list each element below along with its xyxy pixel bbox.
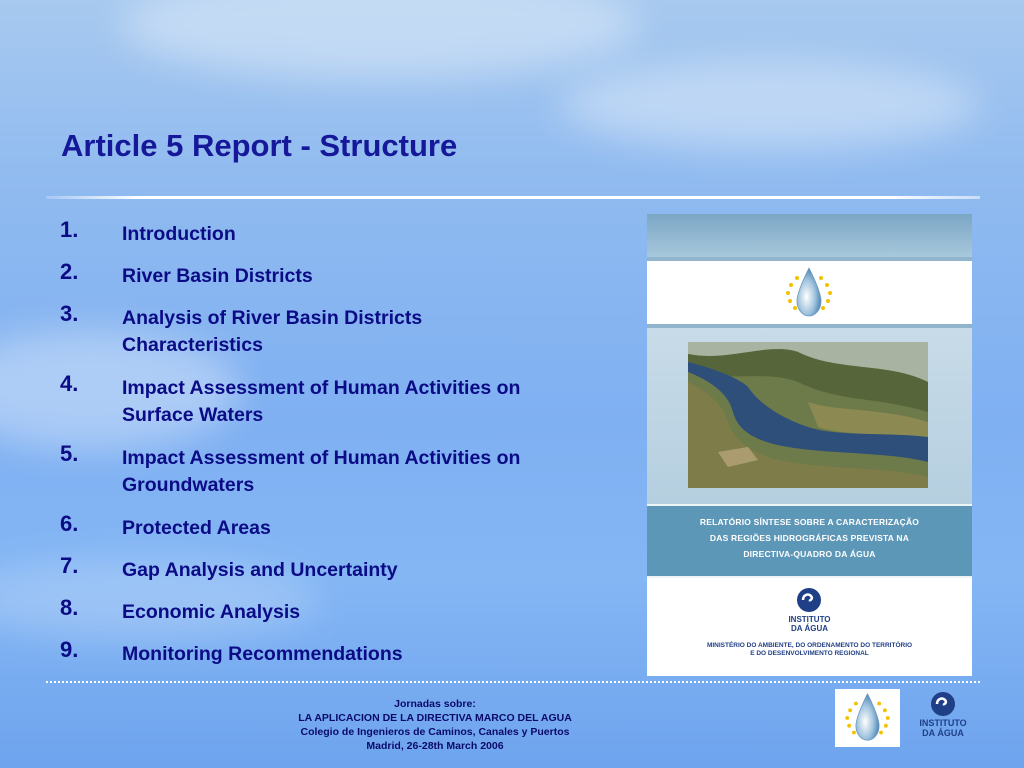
river-valley-photo (688, 342, 928, 488)
cover-institute-line: INSTITUTO (788, 615, 831, 624)
footer-line: LA APLICACION DE LA DIRECTIVA MARCO DEL AGUA (298, 712, 572, 724)
agenda-item-text (122, 515, 602, 542)
agenda-item-number: 4. (60, 371, 79, 396)
water-drop-eu-stars-icon (835, 689, 900, 747)
instituto-da-agua-logo-icon (794, 586, 824, 614)
water-drop-eu-stars-icon (779, 263, 839, 323)
instituto-da-agua-logo-icon (928, 690, 958, 718)
agenda-item-line: River Basin Districts (122, 265, 313, 287)
footer-line: Colegio de Ingenieros de Caminos, Canales y Puertos (300, 726, 570, 738)
title-divider (46, 196, 980, 199)
agenda-item-line: Impact Assessment of Human Activities on (122, 377, 521, 399)
agenda-item-line: Monitoring Recommendations (122, 643, 403, 665)
background-cloud (120, 0, 640, 80)
cover-ministry-text (687, 642, 932, 658)
agenda-item-text (122, 599, 602, 626)
cover-title-band (647, 506, 972, 576)
agenda-item-line: Introduction (122, 223, 236, 245)
footer-institute-line: INSTITUTO (919, 718, 967, 728)
footer-conference-info (250, 697, 620, 753)
cover-institute-line: DA ÁGUA (790, 624, 829, 633)
agenda-item-number: 5. (60, 441, 79, 466)
agenda-item-line: Groundwaters (122, 474, 255, 496)
footer-divider (46, 681, 980, 683)
cover-top-band (647, 214, 972, 257)
agenda-item-line: Impact Assessment of Human Activities on (122, 447, 521, 469)
agenda-item-number: 3. (60, 301, 79, 326)
cover-logo-area (647, 261, 972, 324)
agenda-item-number: 9. (60, 637, 79, 662)
footer-institute-logo (912, 690, 974, 740)
agenda-item-text (122, 557, 602, 584)
footer-line: Madrid, 26-28th March 2006 (366, 740, 504, 752)
cover-ministry-line: MINISTÉRIO DO AMBIENTE, DO ORDENAMENTO DO TERRITÓRIO (706, 642, 913, 649)
agenda-item-line: Gap Analysis and Uncertainty (122, 559, 398, 581)
footer-institute-line: DA ÁGUA (922, 728, 964, 738)
agenda-item-number: 2. (60, 259, 79, 284)
agenda-item-number: 7. (60, 553, 79, 578)
agenda-item-line: Economic Analysis (122, 601, 301, 623)
background-cloud (560, 60, 980, 150)
report-cover-image (647, 214, 972, 676)
agenda-item-line: Protected Areas (122, 517, 271, 539)
cover-title-line: DIRECTIVA-QUADRO DA ÁGUA (743, 549, 876, 559)
cover-title-line: DAS REGIÕES HIDROGRÁFICAS PREVISTA NA (709, 533, 910, 543)
slide-title: Article 5 Report - Structure (61, 128, 458, 163)
agenda-item-text (122, 641, 602, 668)
agenda-item-text (122, 221, 602, 248)
cover-institute-name (747, 615, 872, 633)
agenda-item-text (122, 263, 602, 290)
cover-title-line: RELATÓRIO SÍNTESE SOBRE A CARACTERIZAÇÃO (699, 517, 920, 527)
agenda-item-text (122, 375, 602, 429)
footer-drop-logo (835, 689, 900, 747)
agenda-item-line: Characteristics (122, 334, 263, 356)
agenda-item-number: 1. (60, 217, 79, 242)
agenda-item-text (122, 445, 602, 499)
agenda-item-line: Surface Waters (122, 404, 264, 426)
agenda-item-number: 8. (60, 595, 79, 620)
agenda-item-number: 6. (60, 511, 79, 536)
agenda-item-text (122, 305, 602, 359)
agenda-item-line: Analysis of River Basin Districts (122, 307, 423, 329)
cover-ministry-line: E DO DESENVOLVIMENTO REGIONAL (750, 650, 869, 657)
footer-line: Jornadas sobre: (394, 698, 476, 710)
